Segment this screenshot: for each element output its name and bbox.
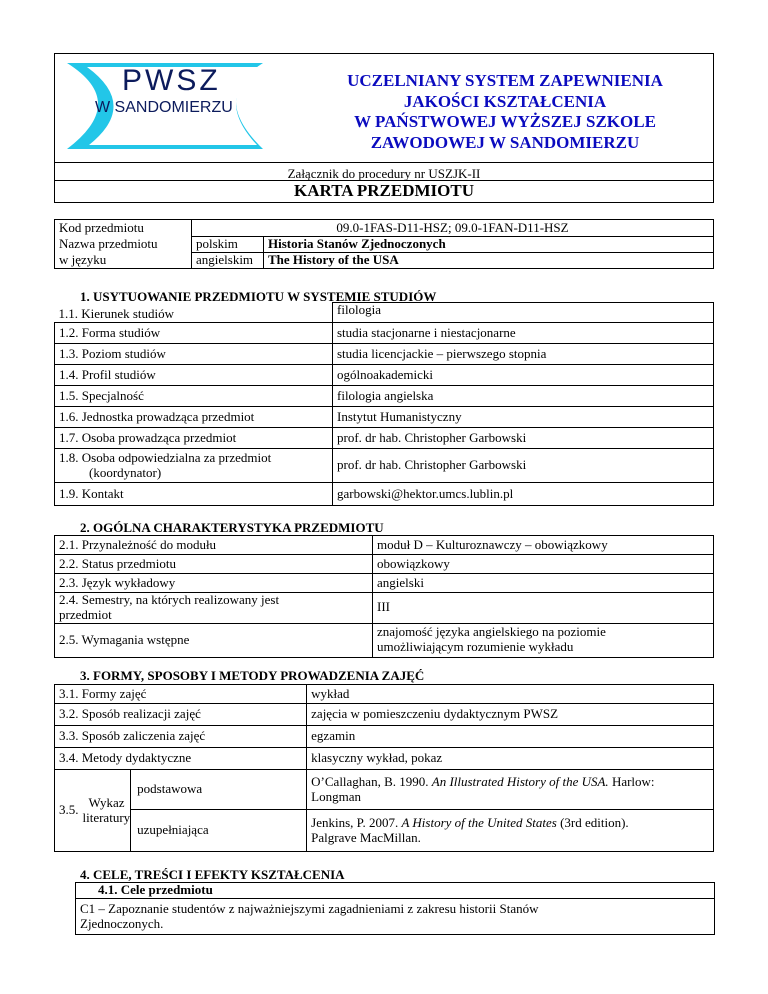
logo-text-main: PWSZ (122, 64, 221, 97)
row-label: 1.4. Profil studiów (55, 365, 333, 386)
row-label: 2.1. Przynależność do modułu (55, 536, 373, 555)
name-label-2: w języku (55, 253, 192, 269)
section4-heading: 4. CELE, TREŚCI I EFEKTY KSZTAŁCENIA (80, 867, 345, 882)
annex-text: Załącznik do procedury nr USZJK-II (287, 166, 481, 181)
name-label: Nazwa przedmiotu (55, 237, 192, 253)
row-label: 3.3. Sposób zaliczenia zajęć (55, 726, 307, 748)
name-pl: Historia Stanów Zjednoczonych (264, 237, 714, 253)
lit-publisher: Harlow: (608, 773, 655, 789)
row-label: 3.4. Metody dydaktyczne (55, 748, 307, 770)
row-value: ogólnoakademicki (333, 365, 714, 386)
row-value: zajęcia w pomieszczeniu dydaktycznym PWSZ (307, 704, 714, 726)
row-label: 1.9. Kontakt (55, 483, 333, 506)
lang-pl: polskim (192, 237, 264, 253)
literature-label-inner (59, 796, 130, 826)
title-line: JAKOŚCI KSZTAŁCENIA (403, 91, 607, 111)
row-label: 2.5. Wymagania wstępne (55, 623, 373, 657)
literature-text (79, 796, 131, 826)
row-label-line: 1.8. Osoba odpowiedzialna za przedmiot (59, 449, 272, 465)
row-value: III (373, 593, 714, 624)
row-label-line: 2.4. Semestry, na których realizowany jest (59, 592, 280, 607)
goals-subheading: 4.1. Cele przedmiotu (76, 883, 715, 899)
title-line: ZAWODOWEJ W SANDOMIERZU (370, 133, 640, 153)
logo (59, 57, 271, 152)
lit-author: O’Callaghan, B. 1990. (311, 773, 432, 789)
lang-en: angielskim (192, 253, 264, 269)
code-label: Kod przedmiotu (55, 220, 192, 237)
row-label (55, 449, 333, 483)
row-value-line: umożliwiającym rozumienie wykładu (377, 639, 574, 655)
row-value: filologia angielska (333, 386, 714, 407)
row-label: 1.6. Jednostka prowadząca przedmiot (55, 407, 333, 428)
row-label: 1.2. Forma studiów (55, 323, 333, 344)
row-value: garbowski@hektor.umcs.lublin.pl (333, 483, 714, 506)
lit-supp-line: Palgrave MacMillan. (311, 829, 421, 845)
row-label: 2.3. Język wykładowy (55, 574, 373, 593)
name-en: The History of the USA (264, 253, 714, 269)
lit-basic-label: podstawowa (131, 770, 307, 810)
row-value: obowiązkowy (373, 555, 714, 574)
header-box (54, 53, 714, 203)
row-value: moduł D – Kulturoznawczy – obowiązkowy (373, 536, 714, 555)
card-title: KARTA PRZEDMIOTU (294, 181, 474, 200)
row-value (373, 623, 714, 657)
literature-label-line: Wykaz (88, 794, 125, 810)
title-line: W PAŃSTWOWEJ WYŻSZEJ SZKOLE (354, 112, 656, 132)
row-label: 2.2. Status przedmiotu (55, 555, 373, 574)
row-label-line: (koordynator) (89, 464, 162, 480)
row-value: studia licencjackie – pierwszego stopnia (333, 344, 714, 365)
lit-edition: (3rd edition). (556, 814, 629, 830)
lit-supp-line (311, 816, 709, 831)
lit-author: Jenkins, P. 2007. (311, 814, 402, 830)
lit-supp-label: uzupełniająca (131, 810, 307, 852)
row-label: 1.1. Kierunek studiów (55, 303, 333, 323)
row-label: 3.1. Formy zajęć (55, 685, 307, 704)
course-info-table (54, 219, 714, 269)
section2-heading: 2. OGÓLNA CHARAKTERYSTYKA PRZEDMIOTU (80, 520, 384, 535)
row-label: 1.5. Specjalność (55, 386, 333, 407)
code-value: 09.0-1FAS-D11-HSZ; 09.0-1FAN-D11-HSZ (192, 220, 714, 237)
literature-label (55, 770, 131, 852)
goals-content (76, 899, 715, 935)
section1-heading: 1. USYTUOWANIE PRZEDMIOTU W SYSTEMIE STUDIÓW (80, 289, 437, 304)
goal-line: Zjednoczonych. (80, 915, 164, 931)
section3-heading: 3. FORMY, SPOSOBY I METODY PROWADZENIA ZAJĘĆ (80, 668, 425, 683)
row-value: filologia (333, 303, 714, 323)
row-label-line: przedmiot (59, 606, 112, 622)
row-value-line: znajomość języka angielskiego na poziomie (377, 624, 606, 640)
goal-line: C1 – Zapoznanie studentów z najważniejszymi zagadnieniami z zakresu historii Stanów (80, 900, 539, 916)
row-value: Instytut Humanistyczny (333, 407, 714, 428)
row-label: 1.3. Poziom studiów (55, 344, 333, 365)
row-value: studia stacjonarne i niestacjonarne (333, 323, 714, 344)
row-value: klasyczny wykład, pokaz (307, 748, 714, 770)
divider (55, 162, 713, 163)
lit-title: An Illustrated History of the USA. (431, 773, 609, 789)
row-value: prof. dr hab. Christopher Garbowski (333, 428, 714, 449)
section2-table (54, 535, 714, 658)
row-value: prof. dr hab. Christopher Garbowski (333, 449, 714, 483)
lit-basic-line (311, 775, 709, 790)
row-label: 1.7. Osoba prowadząca przedmiot (55, 428, 333, 449)
institution-title (305, 71, 705, 154)
literature-label-line: literatury (82, 809, 131, 825)
row-label: 3.2. Sposób realizacji zajęć (55, 704, 307, 726)
lit-basic-line: Longman (311, 788, 361, 804)
row-value: wykład (307, 685, 714, 704)
logo-text-sub: W SANDOMIERZU (95, 99, 233, 116)
section1-table (54, 302, 714, 506)
literature-num: 3.5. (59, 802, 79, 818)
lit-basic-value (307, 770, 714, 810)
row-label (55, 593, 373, 624)
section3-table (54, 684, 714, 852)
lit-title: A History of the United States (401, 814, 557, 830)
lit-supp-value (307, 810, 714, 852)
section4-table (75, 882, 715, 935)
row-value: egzamin (307, 726, 714, 748)
row-value: angielski (373, 574, 714, 593)
title-line: UCZELNIANY SYSTEM ZAPEWNIENIA (347, 71, 663, 90)
